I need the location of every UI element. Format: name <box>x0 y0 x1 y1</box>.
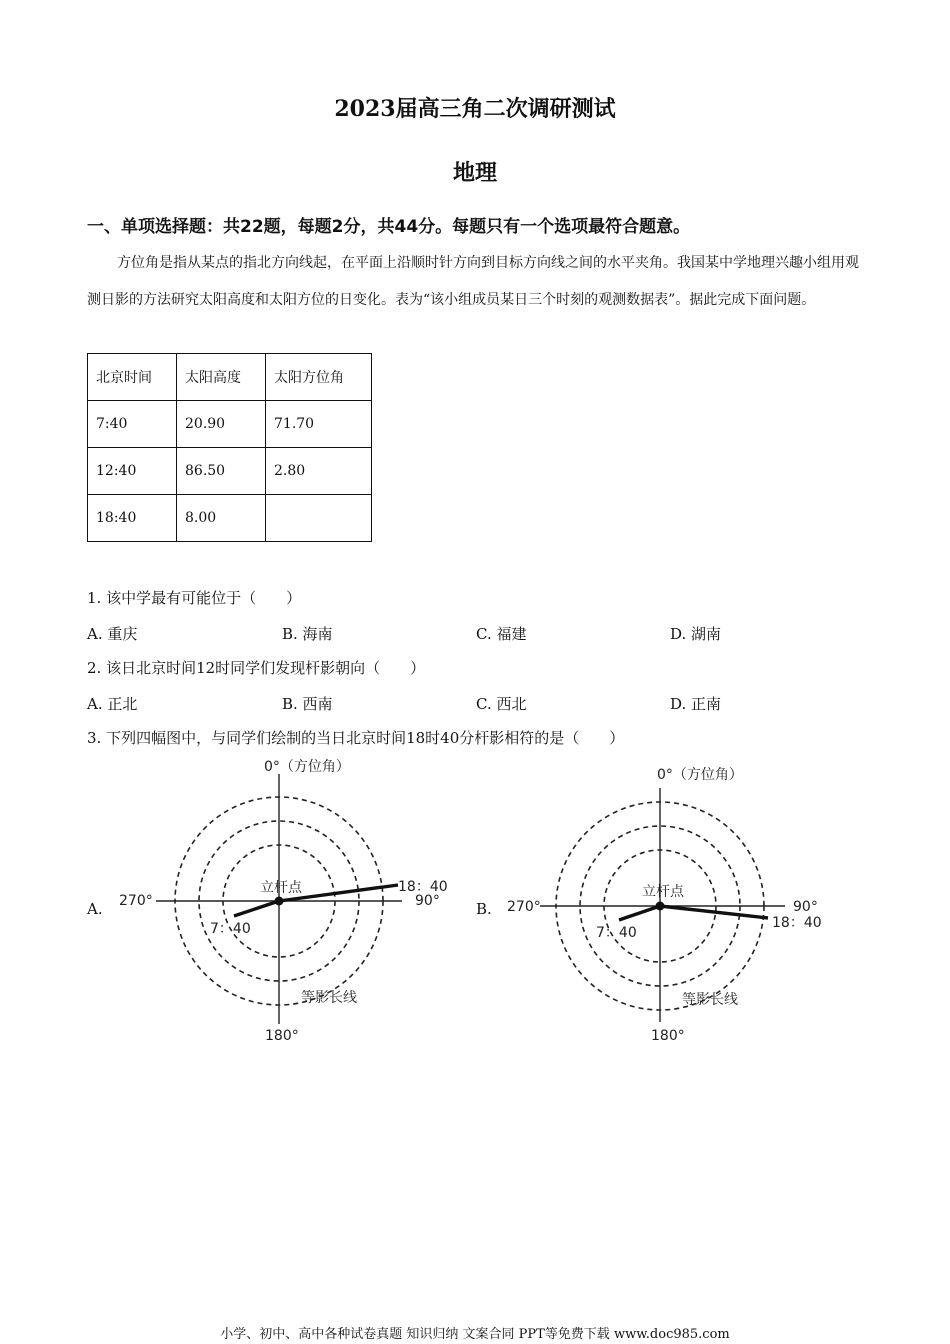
question-1-option-d[interactable]: D. 湖南 <box>670 625 722 643</box>
section-heading: 一、单项选择题：共22题，每题2分，共44分。每题只有一个选项最符合题意。 <box>87 217 691 237</box>
figure-a-option-label[interactable]: A. <box>87 900 103 918</box>
table-cell <box>266 495 372 542</box>
shadow-morning-line <box>619 906 660 920</box>
question-3-stem: 3. 下列四幅图中，与同学们绘制的当日北京时间18时40分杆影相符的是（ ） <box>87 729 625 747</box>
table-cell: 2.80 <box>266 448 372 495</box>
label-evening: 18：40 <box>772 915 822 931</box>
label-center: 立杆点 <box>260 880 302 896</box>
figure-a-shadow-diagram <box>110 752 470 1047</box>
table-cell: 86.50 <box>177 448 266 495</box>
label-evening: 18：40 <box>398 879 448 895</box>
table-cell: 71.70 <box>266 401 372 448</box>
observation-table <box>87 353 372 542</box>
question-1-option-c[interactable]: C. 福建 <box>476 625 527 643</box>
table-cell: 18:40 <box>88 495 177 542</box>
label-right: 90° <box>793 899 818 915</box>
shadow-morning-line <box>234 901 279 916</box>
label-morning: 7：40 <box>596 925 637 941</box>
page-footer: 小学、初中、高中各种试卷真题 知识归纳 文案合同 PPT等免费下载 www.doc985.com <box>220 1327 730 1342</box>
table-header-row <box>88 354 372 401</box>
question-2-option-c[interactable]: C. 西北 <box>476 695 527 713</box>
table-row <box>88 495 372 542</box>
question-2-option-a[interactable]: A. 正北 <box>87 695 138 713</box>
shadow-evening-line <box>660 906 768 918</box>
question-2-stem: 2. 该日北京时间12时同学们发现杆影朝向（ ） <box>87 659 426 677</box>
label-bottom: 180° <box>265 1028 299 1044</box>
label-left: 270° <box>507 899 541 915</box>
label-top: 0°（方位角） <box>657 767 743 783</box>
question-1-option-b[interactable]: B. 海南 <box>282 625 333 643</box>
table-row <box>88 448 372 495</box>
label-right: 90° <box>415 893 440 909</box>
question-2-option-d[interactable]: D. 正南 <box>670 695 722 713</box>
table-cell: 7:40 <box>88 401 177 448</box>
subject-title: 地理 <box>452 160 497 186</box>
label-left: 270° <box>119 893 153 909</box>
label-top: 0°（方位角） <box>264 759 350 775</box>
table-header: 太阳方位角 <box>266 354 372 401</box>
table-header: 太阳高度 <box>177 354 266 401</box>
table-row <box>88 401 372 448</box>
intro-paragraph: 方位角是指从某点的指北方向线起，在平面上沿顺时针方向到目标方向线之间的水平夹角。我国某中学地理兴趣小组用观测日影的方法研究太阳高度和太阳方位的日变化。表为“该小组成员某日三个时刻的观测数据表”。据此完成下面问题。 <box>87 255 859 308</box>
page-title: 2023届高三角二次调研测试 <box>334 96 616 122</box>
label-contour: 等影长线 <box>301 990 357 1006</box>
figure-b-option-label[interactable]: B. <box>476 900 492 918</box>
pole-point <box>275 897 284 906</box>
table-cell: 12:40 <box>88 448 177 495</box>
figure-b-shadow-diagram <box>500 760 845 1050</box>
question-1-option-a[interactable]: A. 重庆 <box>87 625 138 643</box>
table-cell: 20.90 <box>177 401 266 448</box>
label-morning: 7：40 <box>210 921 251 937</box>
table-cell: 8.00 <box>177 495 266 542</box>
label-contour: 等影长线 <box>682 992 738 1008</box>
question-1-stem: 1. 该中学最有可能位于（ ） <box>87 589 302 607</box>
question-2-option-b[interactable]: B. 西南 <box>282 695 333 713</box>
label-bottom: 180° <box>651 1028 685 1044</box>
table-header: 北京时间 <box>88 354 177 401</box>
label-center: 立杆点 <box>642 884 684 900</box>
pole-point <box>656 902 665 911</box>
